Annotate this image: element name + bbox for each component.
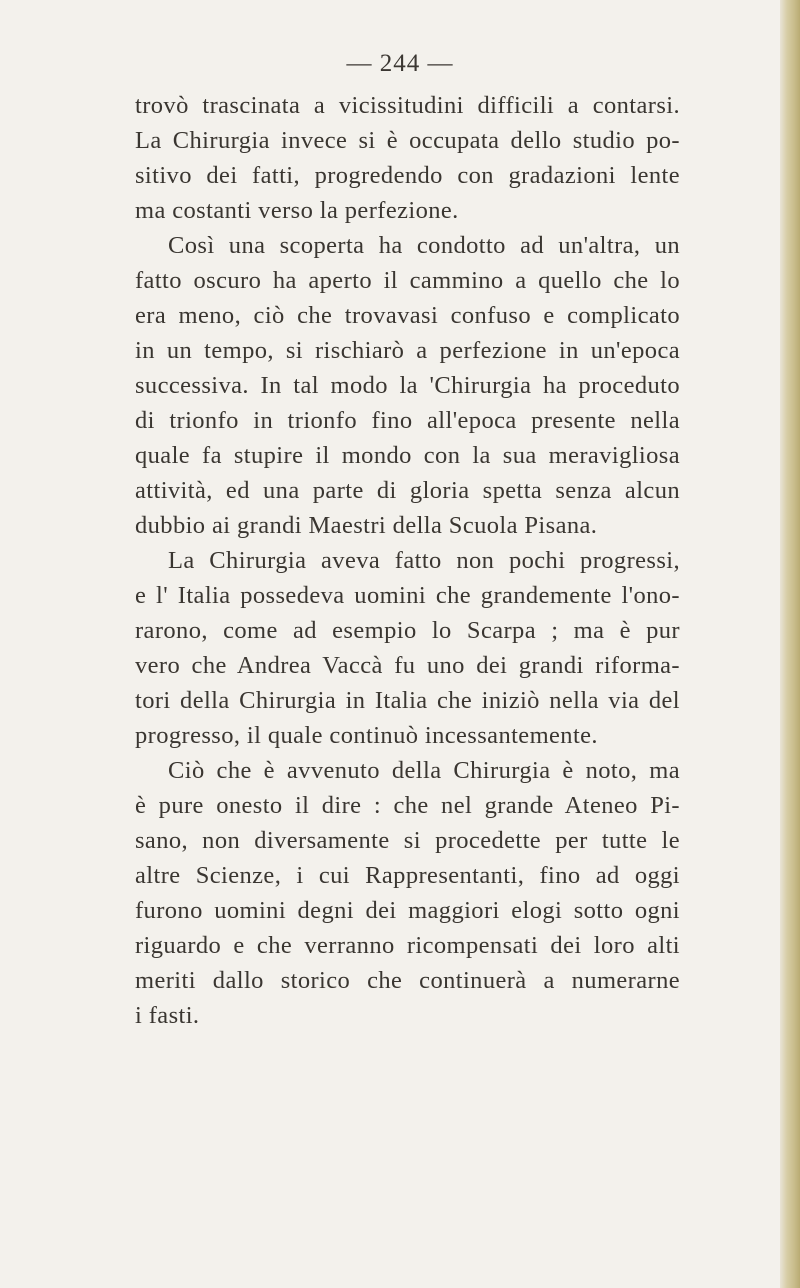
- text-line: meriti dallo storico che continuerà a numerarne: [135, 967, 680, 994]
- text-line: è pure onesto il dire : che nel grande Ateneo Pi-: [135, 792, 680, 819]
- text-line: sitivo dei fatti, progredendo con gradazioni lente: [135, 162, 680, 189]
- text-line: in un tempo, si rischiarò a perfezione in un'epoca: [135, 337, 680, 364]
- text-line: e l' Italia possedeva uomini che grandemente l'ono-: [135, 582, 680, 609]
- text-line: Ciò che è avvenuto della Chirurgia è noto, ma: [168, 757, 680, 784]
- text-line: furono uomini degni dei maggiori elogi sotto ogni: [135, 897, 680, 924]
- text-line: progresso, il quale continuò incessantemente.: [135, 722, 598, 749]
- text-line: di trionfo in trionfo fino all'epoca presente nella: [135, 407, 680, 434]
- text-line: quale fa stupire il mondo con la sua meravigliosa: [135, 442, 680, 469]
- page-edge-decoration: [780, 0, 800, 1288]
- text-line: ma costanti verso la perfezione.: [135, 197, 459, 224]
- page-number-header: — 244 —: [346, 50, 454, 77]
- text-line: altre Scienze, i cui Rappresentanti, fino ad oggi: [135, 862, 680, 889]
- text-line: vero che Andrea Vaccà fu uno dei grandi riforma-: [135, 652, 680, 679]
- text-line: fatto oscuro ha aperto il cammino a quello che lo: [135, 267, 680, 294]
- text-line: sano, non diversamente si procedette per tutte le: [135, 827, 680, 854]
- text-line: La Chirurgia invece si è occupata dello studio po-: [135, 127, 680, 154]
- text-line: dubbio ai grandi Maestri della Scuola Pisana.: [135, 512, 598, 539]
- text-line: attività, ed una parte di gloria spetta senza alcun: [135, 477, 680, 504]
- text-line: era meno, ciò che trovavasi confuso e complicato: [135, 302, 680, 329]
- text-line: successiva. In tal modo la 'Chirurgia ha proceduto: [135, 372, 680, 399]
- text-line: Così una scoperta ha condotto ad un'altra, un: [168, 232, 680, 259]
- text-line: trovò trascinata a vicissitudini difficili a contarsi.: [135, 92, 680, 119]
- body-text: [135, 88, 680, 1033]
- text-line: tori della Chirurgia in Italia che iniziò nella via del: [135, 687, 680, 714]
- text-line: riguardo e che verranno ricompensati dei loro alti: [135, 932, 680, 959]
- text-line: La Chirurgia aveva fatto non pochi progressi,: [168, 547, 680, 574]
- text-line: rarono, come ad esempio lo Scarpa ; ma è pur: [135, 617, 680, 644]
- text-line: i fasti.: [135, 1002, 200, 1029]
